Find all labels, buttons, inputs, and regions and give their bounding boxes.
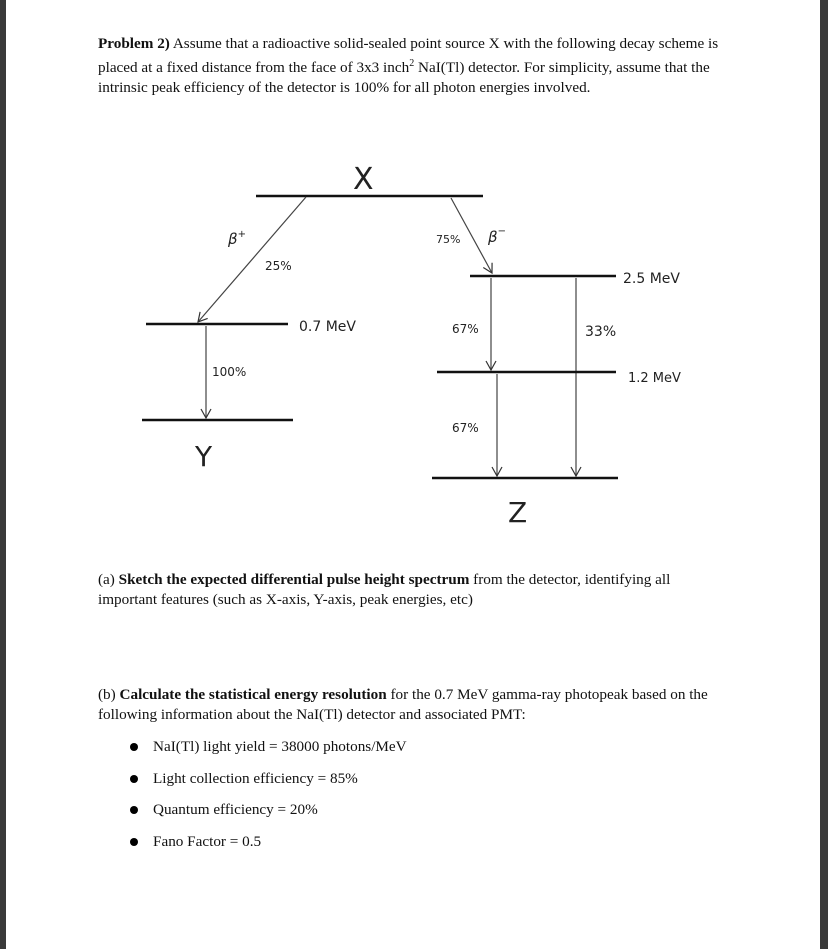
- daughter-left-label: Y: [195, 440, 213, 473]
- level-left-label: 0.7 MeV: [299, 319, 356, 335]
- parent-label: X: [353, 162, 374, 197]
- part-b-bold: Calculate the statistical energy resolution: [119, 686, 387, 703]
- list-item: NaI(Tl) light yield = 38000 photons/MeV: [130, 737, 407, 769]
- list-item: Fano Factor = 0.5: [130, 832, 407, 864]
- part-a-bold: Sketch the expected differential pulse height spectrum: [118, 571, 470, 588]
- part-b-question: [98, 685, 728, 725]
- list-item: Light collection efficiency = 85%: [130, 769, 407, 801]
- intro-superscript: 2: [409, 58, 415, 69]
- gamma-right-lower-percent: 67%: [452, 421, 479, 435]
- bullet-icon: [130, 775, 138, 783]
- bullet-icon: [130, 743, 138, 751]
- gamma-right-direct-percent: 33%: [585, 324, 617, 340]
- beta-minus-label: β−: [488, 226, 506, 246]
- branch-right-percent: 75%: [436, 233, 461, 246]
- part-a-rest: from the detector, identifying all important features (such as X-axis, Y-axis, peak energies, etc): [98, 571, 671, 608]
- part-b-rest: for the 0.7 MeV gamma-ray photopeak based on the following information about the NaI(Tl) detector and associated PMT:: [98, 686, 708, 723]
- intro-text-1: Assume that a radioactive solid-sealed point source X with the following decay scheme is placed at a fixed distance from the face of 3x3 inch: [98, 35, 719, 77]
- problem-label: Problem 2): [98, 35, 170, 52]
- bullet-icon: [130, 806, 138, 814]
- gamma-right-upper-percent: 67%: [452, 322, 479, 336]
- branch-left-percent: 25%: [265, 259, 292, 273]
- intro-text-2: NaI(Tl) detector. For simplicity, assume that the intrinsic peak efficiency of the detector is 100% for all photon energies involved.: [98, 59, 710, 97]
- bullet-icon: [130, 838, 138, 846]
- level-right-lower-label: 1.2 MeV: [628, 371, 681, 386]
- beta-plus-label: β+: [228, 229, 246, 248]
- detector-parameter-list: [130, 737, 407, 863]
- gamma-left-percent: 100%: [212, 365, 247, 379]
- part-b-label: (b): [98, 686, 120, 703]
- part-a-question: [98, 570, 728, 610]
- part-a-label: (a): [98, 571, 119, 588]
- list-item: Quantum efficiency = 20%: [130, 800, 407, 832]
- level-right-upper-label: 2.5 MeV: [623, 271, 680, 287]
- daughter-right-label: Z: [508, 496, 528, 529]
